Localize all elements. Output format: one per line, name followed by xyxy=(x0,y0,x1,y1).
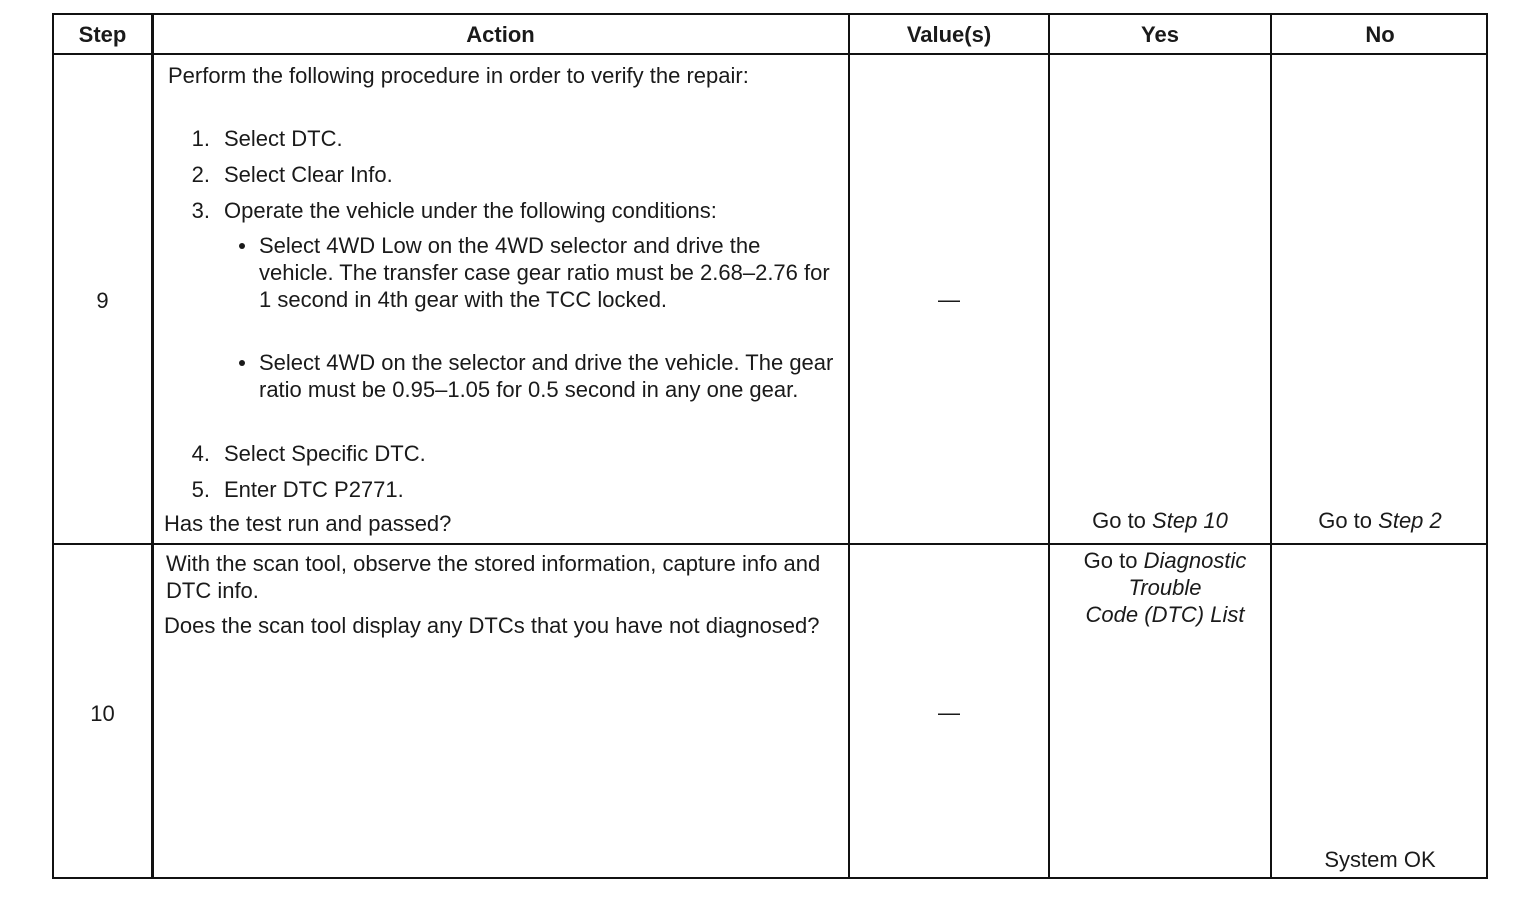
no-cell: System OK xyxy=(1324,847,1436,872)
list-item: Enter DTC P2771. xyxy=(224,477,404,502)
column-divider xyxy=(848,15,850,877)
list-item: Select DTC. xyxy=(224,126,343,151)
list-number: 3. xyxy=(191,198,210,223)
list-number: 4. xyxy=(191,441,210,466)
go-to-prefix: Go to xyxy=(1083,548,1138,573)
go-to-step-link[interactable]: Step 2 xyxy=(1378,508,1442,533)
go-to-prefix: Go to xyxy=(1092,508,1146,533)
yes-cell xyxy=(1050,507,1270,534)
list-bullet: Select 4WD Low on the 4WD selector and drive the vehicle. The transfer case gear ratio must be 2.68–2.76 for 1 second in 4th gear with the TCC locked. xyxy=(259,233,830,312)
bullet-icon xyxy=(239,243,245,249)
dtc-list-link[interactable]: Diagnostic xyxy=(1143,548,1247,573)
dtc-list-link[interactable]: Code (DTC) List xyxy=(1085,602,1245,627)
list-bullet: Select 4WD on the selector and drive the vehicle. The gear ratio must be 0.95–1.05 for 0.5 second in any one gear. xyxy=(259,350,834,402)
list-item: Select Specific DTC. xyxy=(224,441,426,466)
column-divider xyxy=(1048,15,1050,877)
list-number: 1. xyxy=(191,126,210,151)
action-question: Has the test run and passed? xyxy=(164,511,452,536)
header-step: Step xyxy=(78,22,127,47)
list-number: 5. xyxy=(191,477,210,502)
header-values: Value(s) xyxy=(906,22,992,47)
go-to-prefix: Go to xyxy=(1318,508,1373,533)
bullet-icon xyxy=(239,360,245,366)
list-item: Select Clear Info. xyxy=(224,162,393,187)
header-action: Action xyxy=(466,22,535,47)
list-item: Operate the vehicle under the following conditions: xyxy=(224,198,717,223)
no-cell xyxy=(1272,507,1488,534)
row-divider xyxy=(54,543,1486,545)
column-divider xyxy=(1270,15,1272,877)
header-yes: Yes xyxy=(1141,22,1179,47)
action-intro: Perform the following procedure in order to verify the repair: xyxy=(168,63,749,88)
values-cell: — xyxy=(938,700,960,725)
yes-cell xyxy=(1050,547,1280,628)
diagnostic-table xyxy=(52,13,1488,879)
step-number: 9 xyxy=(96,288,109,313)
header-no: No xyxy=(1365,22,1395,47)
values-cell: — xyxy=(938,287,960,312)
action-question: Does the scan tool display any DTCs that you have not diagnosed? xyxy=(164,613,820,638)
action-intro: With the scan tool, observe the stored information, capture info and DTC info. xyxy=(166,551,821,603)
list-number: 2. xyxy=(191,162,210,187)
column-divider xyxy=(151,15,154,877)
header-divider xyxy=(54,53,1486,55)
go-to-step-link[interactable]: Step 10 xyxy=(1152,508,1228,533)
step-number: 10 xyxy=(90,701,115,726)
dtc-list-link[interactable]: Trouble xyxy=(1128,575,1202,600)
